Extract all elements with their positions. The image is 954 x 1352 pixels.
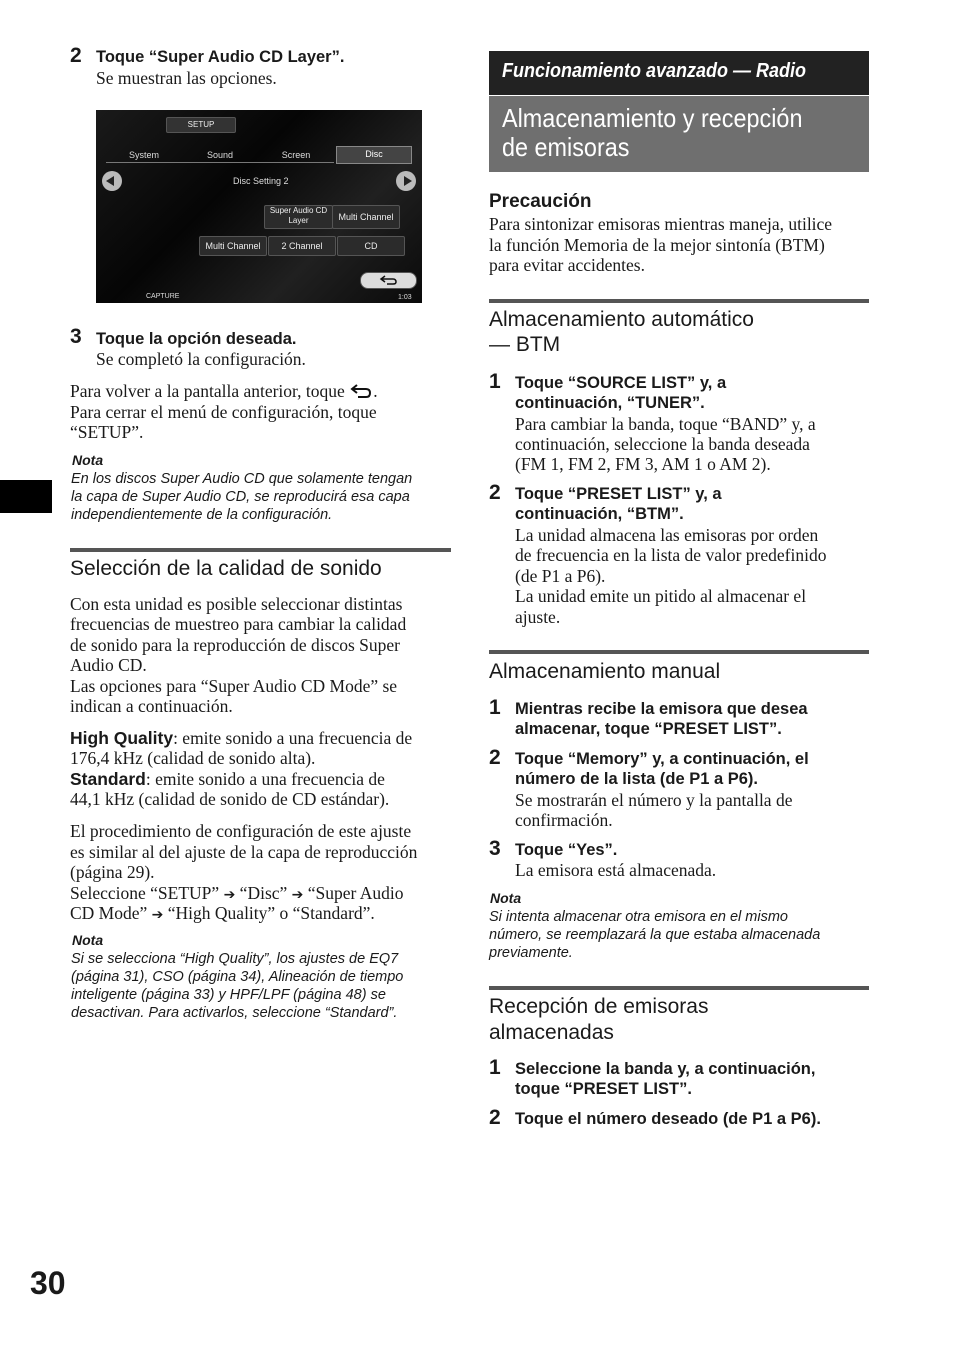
step-title: Mientras recibe la emisora que desea [515,700,808,718]
back-button [360,272,417,289]
step-number: 1 [489,1056,501,1079]
step-body: ajuste. [515,607,561,627]
step-body: (FM 1, FM 2, FM 3, AM 1 o AM 2). [515,454,771,474]
return-icon [349,382,373,400]
setup-screenshot [96,110,422,303]
step-body: La unidad emite un pitido al almacenar el [515,586,807,606]
tab-system: System [106,148,182,163]
step-number: 2 [489,481,501,504]
para-line: de sonido para la reproducción de discos Super [70,635,400,655]
note-line: inteligente (página 33) y HPF/LPF (página 48) se [71,987,386,1003]
note-line: la capa de Super Audio CD, se reproducirá esa capa [71,489,410,505]
next-arrow-icon [396,171,416,191]
step-number: 2 [70,44,82,67]
note-line: Si intenta almacenar otra emisora en el mismo [489,909,788,925]
return-text-b: . [373,381,378,401]
hq-term: High Quality [70,728,174,748]
section-title-line: de emisoras [502,132,630,162]
note-line: Si se selecciona “High Quality”, los ajustes de EQ7 [71,951,399,967]
para-line: la función Memoria de la mejor sintonía (BTM) [489,235,825,255]
hq-desc: : emite sonido a una frecuencia de [173,728,413,748]
section-heading: Almacenamiento automático [489,308,754,331]
hq-desc-2: 176,4 kHz (calidad de sonido alta). [70,748,316,768]
step-number: 3 [70,325,82,348]
para-line: indican a continuación. [70,696,233,716]
tab-sound: Sound [182,148,258,163]
select-path-2 [70,903,375,926]
section-tab-marker [0,480,52,513]
capture-label: CAPTURE [146,293,180,300]
note-line: En los discos Super Audio CD que solamente tengan [71,471,413,487]
note-line: previamente. [489,945,573,961]
para-line: Audio CD. [70,655,147,675]
precaution-heading: Precaución [489,191,592,212]
step-body: continuación, seleccione la banda deseada [515,434,810,454]
layer-value: Multi Channel [332,205,400,229]
step-number: 2 [489,746,501,769]
step-title: Toque “Memory” y, a continuación, el [515,750,809,768]
section-rule [70,548,451,552]
step-body: Se muestran las opciones. [96,68,277,88]
para-line: Con esta unidad es posible seleccionar distintas [70,594,403,614]
step-title: Toque el número deseado (de P1 a P6). [515,1110,821,1128]
option-multi-channel: Multi Channel [199,236,267,256]
step-body: confirmación. [515,810,613,830]
step-number: 3 [489,837,501,860]
section-heading: Recepción de emisoras [489,995,709,1018]
section-header-bar [489,96,869,172]
step-title: continuación, “BTM”. [515,505,684,523]
arrow-icon: ➔ [223,887,236,903]
step-title: número de la lista (de P1 a P6). [515,770,758,788]
note-heading: Nota [490,890,522,906]
chapter-header-bar [489,51,869,95]
step-title: toque “PRESET LIST”. [515,1080,692,1098]
back-icon [379,274,399,286]
option-2-channel: 2 Channel [268,236,336,256]
step-body: (de P1 a P6). [515,566,606,586]
section-rule [489,650,869,654]
note-heading: Nota [72,932,104,948]
para-line: Para sintonizar emisoras mientras maneja, utilice [489,214,833,234]
note-heading: Nota [72,452,104,468]
step-title: almacenar, toque “PRESET LIST”. [515,720,782,738]
path-mode: “Super Audio [307,883,404,903]
hq-definition [70,728,412,749]
setup-button: SETUP [166,117,236,133]
step-title: Seleccione la banda y, a continuación, [515,1060,816,1078]
step-number: 2 [489,1106,501,1129]
section-heading: Almacenamiento manual [489,660,721,683]
section-rule [489,986,869,990]
std-definition [70,769,385,790]
para-line: Las opciones para “Super Audio CD Mode” se [70,676,398,696]
para-line: para evitar accidentes. [489,255,645,275]
return-text [70,381,378,402]
para-line: El procedimiento de configuración de este ajuste [70,821,412,841]
step-title: Toque “PRESET LIST” y, a [515,485,722,503]
step-body: de frecuencia en la lista de valor predefinido [515,545,827,565]
section-title-line: Almacenamiento y recepción [502,103,803,133]
path-options: “High Quality” o “Standard”. [167,903,375,923]
step-title: Toque “SOURCE LIST” y, a [515,374,727,392]
option-cd: CD [337,236,405,256]
step-number: 1 [489,696,501,719]
section-rule [489,299,869,303]
step-body: La unidad almacena las emisoras por orden [515,525,819,545]
path-mode-end: CD Mode” [70,903,148,923]
step-body: Se mostrarán el número y la pantalla de [515,790,793,810]
std-desc-2: 44,1 kHz (calidad de sonido de CD estándar). [70,789,390,809]
step-body: La emisora está almacenada. [515,860,717,880]
step-title: Toque “Super Audio CD Layer”. [96,48,345,66]
std-term: Standard [70,769,146,789]
tab-disc: Disc [336,146,412,164]
step-title: Toque la opción deseada. [96,330,297,348]
note-line: (página 31), CSO (página 34), Alineación de tiempo [71,969,404,985]
page-number: 30 [30,1265,66,1301]
step-body: Para cambiar la banda, toque “BAND” y, a [515,414,816,434]
para-line: (página 29). [70,862,155,882]
tab-screen: Screen [258,148,334,163]
note-line: desactivan. Para activarlos, seleccione “Standard”. [71,1005,398,1021]
note-line: número, se reemplazará la que estaba almacenada [489,927,821,943]
section-heading: — BTM [489,333,561,356]
step-number: 1 [489,370,501,393]
section-heading: almacenadas [489,1021,614,1044]
clock: 1:03 [398,294,412,301]
return-text-a: Para volver a la pantalla anterior, toque [70,381,345,401]
layer-label: Super Audio CD Layer [264,205,333,229]
step-body: Se completó la configuración. [96,349,306,369]
section-heading: Selección de la calidad de sonido [70,557,382,580]
path-disc: “Disc” [239,883,288,903]
note-line: independientemente de la configuración. [71,507,333,523]
prev-arrow-icon [102,171,122,191]
close-text: Para cerrar el menú de configuración, toque [70,402,377,422]
close-text-2: “SETUP”. [70,422,144,442]
std-desc: : emite sonido a una frecuencia de [145,769,385,789]
path-setup: Seleccione “SETUP” [70,883,220,903]
para-line: frecuencias de muestreo para cambiar la calidad [70,614,407,634]
para-line: es similar al del ajuste de la capa de reproducción [70,842,418,862]
arrow-icon: ➔ [151,907,164,923]
chapter-subtitle: Funcionamiento avanzado — Radio [502,60,807,82]
disc-setting-title: Disc Setting 2 [233,176,289,186]
step-title: Toque “Yes”. [515,841,618,859]
arrow-icon: ➔ [291,887,304,903]
step-title: continuación, “TUNER”. [515,394,705,412]
